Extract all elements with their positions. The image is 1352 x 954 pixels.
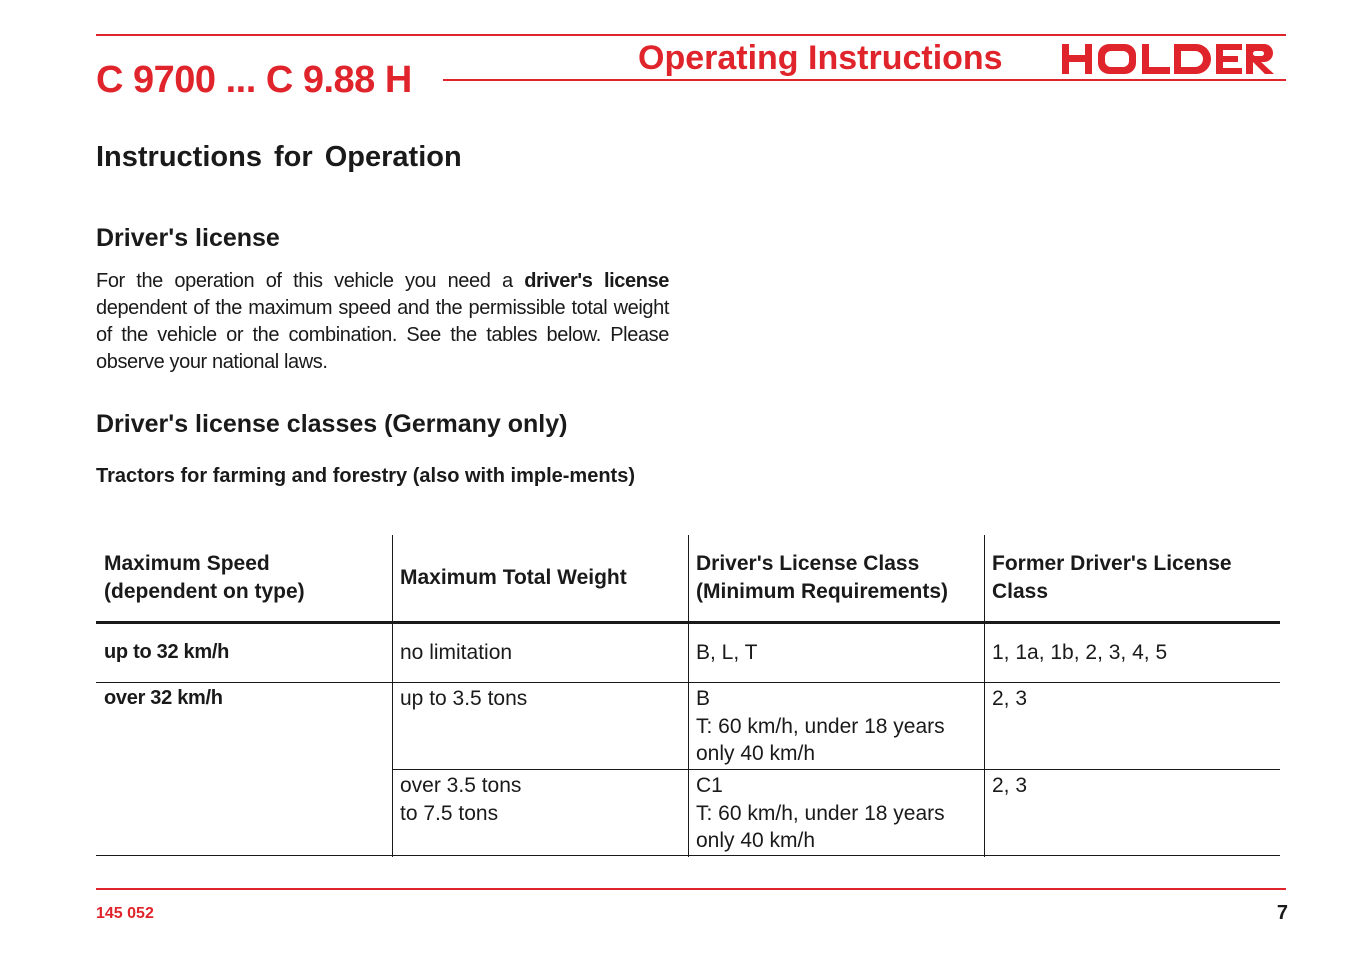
row2-class: B T: 60 km/h, under 18 years only 40 km/h [696, 687, 945, 765]
row3-weight: over 3.5 tons to 7.5 tons [400, 774, 522, 825]
subsection-license-classes: Driver's license classes (Germany only) [96, 410, 568, 438]
subsection-drivers-license: Driver's license [96, 224, 280, 252]
header-top-rule [96, 34, 1286, 36]
page-number: 7 [1276, 902, 1288, 924]
header-former-class: Former Driver's License Class [992, 552, 1232, 603]
row1-speed: up to 32 km/h [104, 641, 230, 663]
header-license-class: Driver's License Class (Minimum Requirements) [696, 552, 949, 603]
row2-weight: up to 3.5 tons [400, 687, 528, 710]
model-title: C 9700 ... C 9.88 H [96, 59, 412, 101]
header-bottom-rule [443, 79, 1286, 81]
holder-logo [1060, 42, 1276, 76]
header-underline [96, 621, 1280, 624]
intro-paragraph [96, 268, 669, 376]
row1-weight: no limitation [400, 641, 513, 664]
license-table [96, 535, 1280, 860]
doc-title: Operating Instructions [638, 39, 1003, 77]
footer-rule [96, 888, 1286, 890]
row-divider-1 [96, 682, 1280, 683]
intro-text-end: dependent of the maximum speed and the permissible total weight of the vehicle or the combination. See the tables below. Please observe your national laws. [96, 297, 669, 373]
row3-former: 2, 3 [992, 774, 1028, 797]
row1-class: B, L, T [696, 641, 758, 664]
intro-text-bold: driver's license [524, 270, 669, 292]
row2-speed: over 32 km/h [104, 687, 223, 709]
row3-class: C1 T: 60 km/h, under 18 years only 40 km/h [696, 774, 945, 852]
section-title: Instructions for Operation [96, 141, 462, 173]
row1-former: 1, 1a, 1b, 2, 3, 4, 5 [992, 641, 1168, 664]
header-max-weight: Maximum Total Weight [400, 566, 627, 589]
table-bottom-rule [96, 855, 1280, 856]
intro-text-start: For the operation of this vehicle you need a [96, 270, 525, 292]
document-number: 145 052 [96, 905, 154, 922]
row-divider-2 [392, 769, 1280, 770]
header-max-speed: Maximum Speed (dependent on type) [104, 552, 305, 603]
row2-former: 2, 3 [992, 687, 1028, 710]
table-caption: Tractors for farming and forestry (also with imple-ments) [96, 465, 635, 487]
